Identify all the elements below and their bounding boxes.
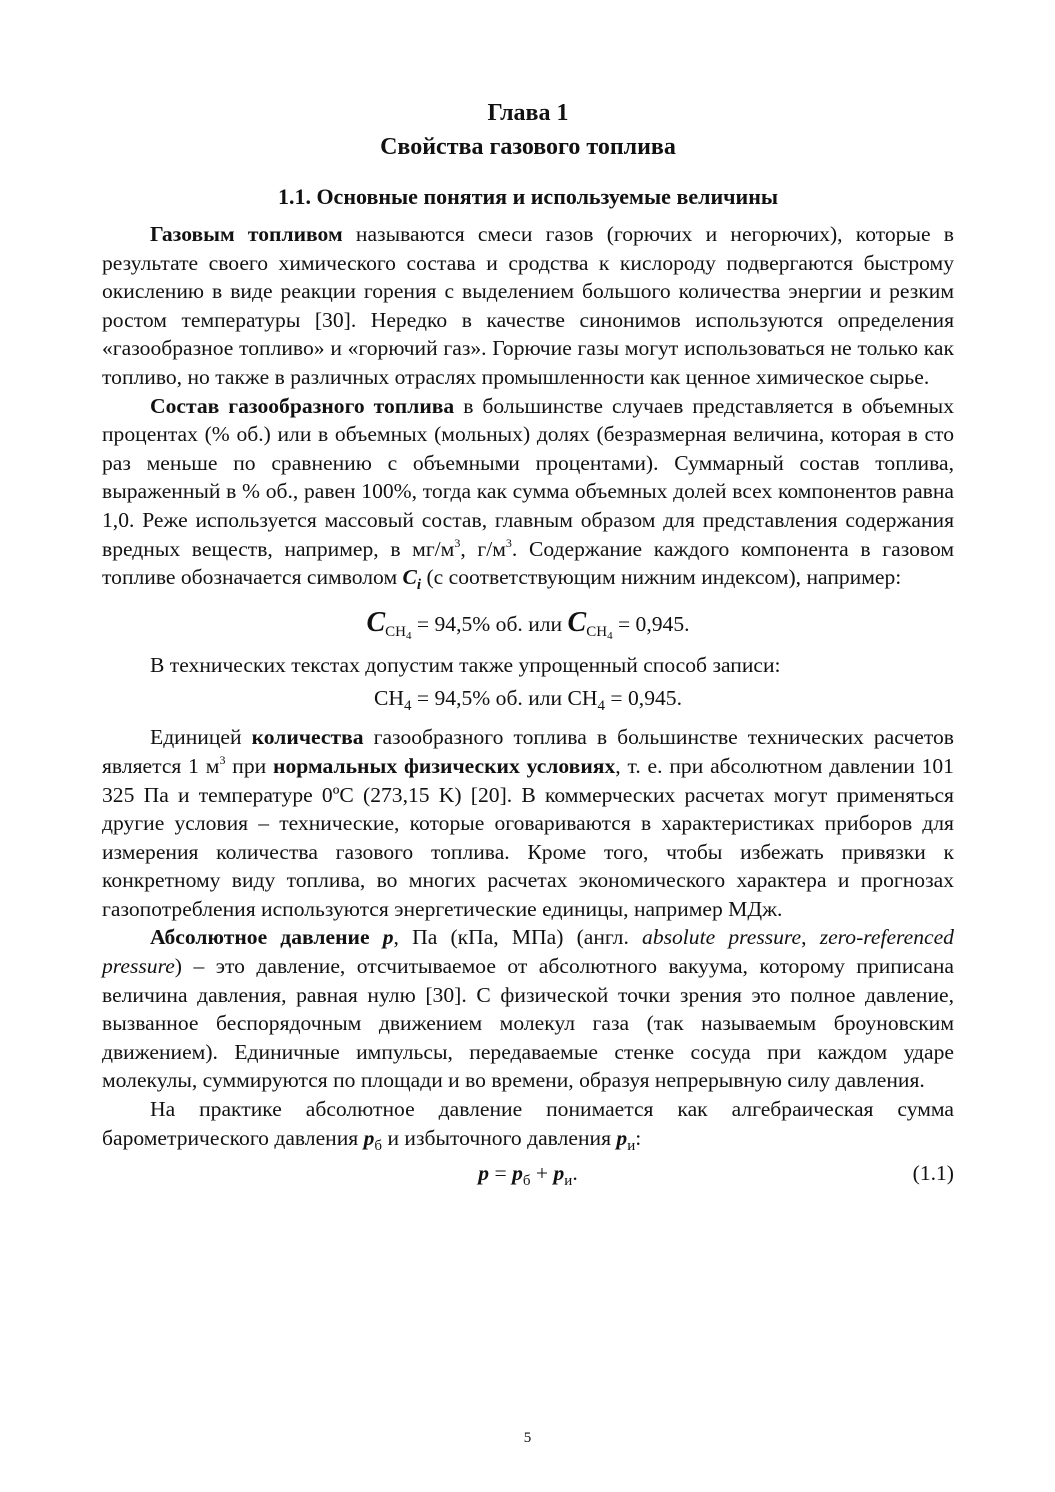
paragraph-text: в большинстве случаев представляется в объемных процентах (% об.) или в объемных (мольных) долях (безразмерная величина, которая в сто раз меньше по сравнению с объемными процентами). Суммарный состав топлива, выраженный в % об., равен 100%, тогда как сумма объемных долей всех компонентов равна 1,0. Реже используется массовый состав, главным образом для представления содержания вредных веществ, например, в мг/м xyxy=(102,393,954,561)
page-number: 5 xyxy=(523,1430,532,1446)
formula-text: + xyxy=(530,1161,554,1186)
paragraph-text: На практике абсолютное давление понимается как алгебраическая сумма барометрического давления xyxy=(102,1097,954,1150)
formula-symbol-p: p xyxy=(553,1161,565,1186)
formula-symbol-C: C xyxy=(366,606,386,638)
paragraph-text: , xyxy=(801,925,820,950)
superscript: 3 xyxy=(454,535,461,550)
page-content xyxy=(102,96,954,1188)
formula-ch4-concentration xyxy=(102,606,954,642)
paragraph-text: , т. е. при абсолютном давлении 101 325 Па и температуре 0ºС (273,15 K) [20]. В коммерческих расчетах могут применяться другие условия – технические, которые оговариваются в характеристиках приборов для измерения количества газового топлива. Кроме того, чтобы избежать привязки к конкретному виду топлива, во многих расчетах экономического характера и прогнозах газопотребления используются энергетические единицы, например МДж. xyxy=(102,753,954,921)
formula-text: . xyxy=(572,1161,578,1186)
formula-text: = 0,945. xyxy=(612,611,690,636)
term-normal-conditions: нормальных физических условиях xyxy=(273,753,616,778)
formula-symbol-p: p xyxy=(478,1161,490,1186)
paragraph-text: и избыточного давления xyxy=(382,1125,617,1150)
paragraph-quantity-unit xyxy=(102,723,954,923)
formula-text: = xyxy=(489,1161,513,1186)
chapter-title: Свойства газового топлива xyxy=(380,134,676,160)
paragraph-text: газообразного топлива в большинстве технических расчетов является 1 м xyxy=(102,725,954,778)
formula-subscript: CH xyxy=(385,623,406,640)
paragraph-composition xyxy=(102,392,954,592)
paragraph-text: , Па (кПа, МПа) (англ. xyxy=(393,925,643,950)
paragraph-simplified-notation: В технических текстах допустим также упрощенный способ записи: xyxy=(150,652,781,677)
term-composition: Состав газообразного топлива xyxy=(150,393,455,418)
formula-subscript: б xyxy=(522,1173,531,1190)
symbol-p: p xyxy=(616,1125,628,1150)
symbol-C: C xyxy=(402,565,417,590)
formula-subscript: и xyxy=(564,1173,573,1190)
term-gas-fuel: Газовым топливом xyxy=(150,222,343,246)
equation-number: (1.1) xyxy=(912,1161,954,1186)
formula-ch4-simplified xyxy=(102,683,954,713)
chapter-number: Глава 1 xyxy=(487,100,569,126)
section-heading: 1.1. Основные понятия и используемые величины xyxy=(277,184,779,209)
symbol-subscript: i xyxy=(416,577,422,594)
formula-text: = 0,945. xyxy=(605,686,682,711)
term-quantity: количества xyxy=(251,725,364,750)
formula-text: = 94,5% об. или xyxy=(411,611,568,636)
formula-subscript-index: 4 xyxy=(597,698,606,715)
symbol-subscript: б xyxy=(374,1137,383,1154)
paragraph-gas-fuel xyxy=(102,220,954,392)
paragraph-text: . Содержание каждого компонента в газовом топливе обозначается символом xyxy=(102,536,954,590)
paragraph-text: , г/м xyxy=(460,536,506,561)
english-term: zero-referenced pressure xyxy=(102,925,954,979)
paragraph-text: Единицей xyxy=(150,725,252,750)
paragraph-algebraic-sum xyxy=(102,1095,954,1152)
formula-subscript: CH xyxy=(586,623,608,640)
paragraph-text: : xyxy=(635,1125,642,1150)
formula-text: = 94,5% об. или xyxy=(411,686,568,711)
formula-subscript-index: 4 xyxy=(404,698,412,715)
formula-symbol-p: p xyxy=(512,1161,523,1186)
english-term: absolute pressure xyxy=(642,925,802,950)
superscript: 3 xyxy=(505,535,512,550)
paragraph-text: при xyxy=(225,753,274,778)
formula-text: CH xyxy=(567,686,598,711)
term-absolute-pressure: Абсолютное давление xyxy=(150,925,370,950)
symbol-p: p xyxy=(363,1125,375,1150)
symbol-p: p xyxy=(382,925,394,950)
formula-symbol-C: C xyxy=(567,606,587,638)
paragraph-text: (с соответствующим нижним индексом), например: xyxy=(421,565,902,590)
formula-subscript-index: 4 xyxy=(406,629,412,642)
symbol-subscript: и xyxy=(627,1137,636,1154)
equation-1-1 xyxy=(102,1158,954,1188)
superscript: 3 xyxy=(219,752,226,767)
formula-text: CH xyxy=(374,686,404,711)
paragraph-absolute-pressure xyxy=(102,923,954,1095)
paragraph-text: называются смеси газов (горючих и негорючих), которые в результате своего химического состава и сродства к кислороду подвергаются быстрому окислению в виде реакции горения с выделением большого количества энергии и резким ростом температуры [30]. Нередко в качестве синонимов используются определения «газообразное топливо» и «горючий газ». Горючие газы могут использоваться не только как топливо, но также в различных отраслях промышленности как ценное химическое сырье. xyxy=(102,222,954,389)
formula-subscript-index: 4 xyxy=(607,629,613,642)
paragraph-text: ) – это давление, отсчитываемое от абсолютного вакуума, которому приписана величина давления, равная нулю [30]. С физической точки зрения это полное давление, вызванное беспорядочным движением молекул газа (так называемым броуновским движением). Единичные импульсы, передаваемые стенке сосуда при каждом ударе молекулы, суммируются по площади и во времени, образуя непрерывную силу давления. xyxy=(102,954,954,1093)
